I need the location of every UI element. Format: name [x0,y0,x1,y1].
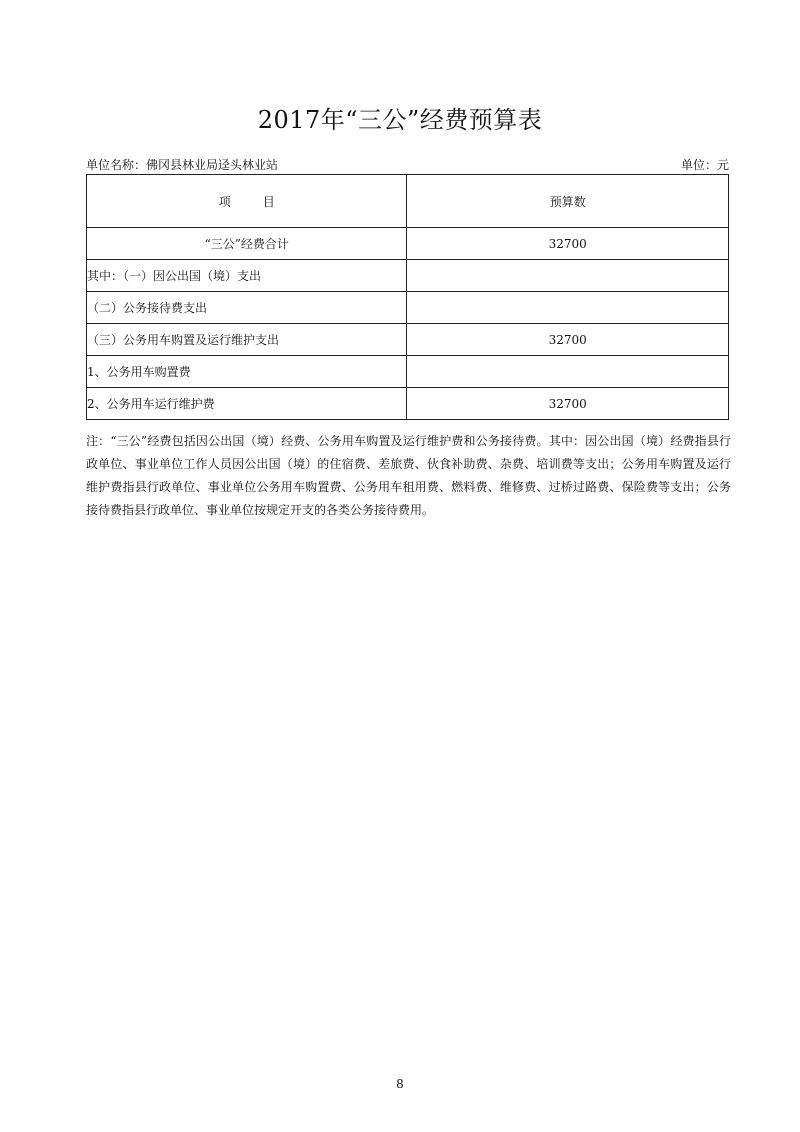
table-header-row [87,175,729,228]
table-row-overseas [87,260,729,292]
row-value: 32700 [407,324,729,356]
footnote: 注：“三公”经费包括因公出国（境）经费、公务用车购置及运行维护费和公务接待费。其中：因公出国（境）经费指县行政单位、事业单位工作人员因公出国（境）的住宿费、差旅费、伙食补助费、杂费、培训费等支出；公务用车购置及运行维护费指县行政单位、事业单位公务用车购置费、公务用车租用费、燃料费、维修费、过桥过路费、保险费等支出；公务接待费指县行政单位、事业单位按规定开支的各类公务接待费用。 [86,434,731,517]
item-column-header [87,175,407,228]
item-header-part2: 目 [262,194,275,209]
table-row-vehicles [87,324,729,356]
page-number: 8 [396,1077,404,1091]
item-header-part1: 项 [218,194,231,209]
table-row-total [87,228,729,260]
table-row-reception [87,292,729,324]
row-label: “三公”经费合计 [87,228,407,260]
row-value: 32700 [407,228,729,260]
row-value [407,260,729,292]
currency-unit-label: 单位：元 [680,158,729,172]
budget-column-header: 预算数 [407,175,729,228]
unit-name-label: 单位名称：佛冈县林业局迳头林业站 [86,158,279,172]
row-label: （二）公务接待费支出 [87,292,407,324]
row-label: 2、公务用车运行维护费 [87,388,407,420]
row-value: 32700 [407,388,729,420]
table-row-vehicle-maintenance [87,388,729,420]
row-value [407,292,729,324]
document-title: 2017年“三公”经费预算表 [257,106,543,134]
row-label: （三）公务用车购置及运行维护支出 [87,324,407,356]
row-label: 1、公务用车购置费 [87,356,407,388]
table-row-vehicle-purchase [87,356,729,388]
row-value [407,356,729,388]
unit-info-line [86,156,729,174]
budget-table [86,174,729,420]
row-label: 其中：（一）因公出国（境）支出 [87,260,407,292]
